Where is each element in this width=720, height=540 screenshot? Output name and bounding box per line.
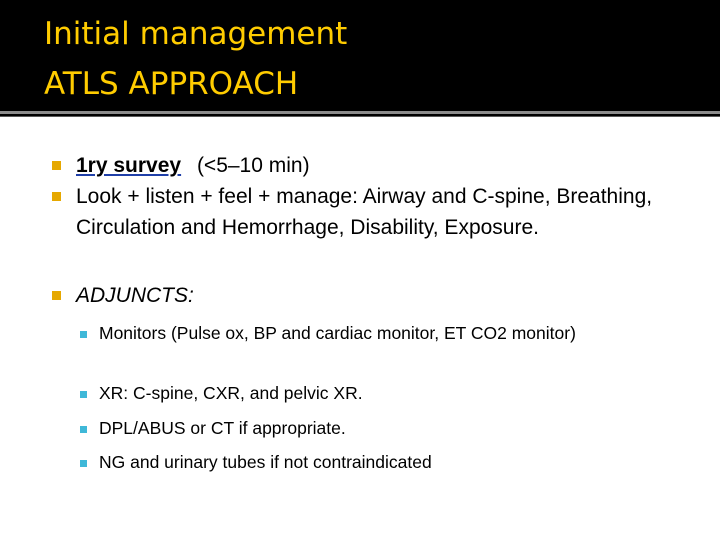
slide-title-line-1: Initial management (44, 16, 348, 52)
dpl-text: DPL/ABUS or CT if appropriate. (99, 418, 346, 438)
bullet-look-listen (76, 181, 656, 243)
bullet-square-icon (52, 291, 61, 300)
bullet-square-icon (52, 161, 61, 170)
xr-text: XR: C-spine, CXR, and pelvic XR. (99, 383, 363, 403)
sub-bullet-square-icon (80, 426, 87, 433)
adjuncts-label: ADJUNCTS: (76, 284, 194, 307)
sub-bullet-square-icon (80, 460, 87, 467)
monitors-text: Monitors (Pulse ox, BP and cardiac monitor, ET CO2 monitor) (99, 323, 576, 343)
sub-bullet-square-icon (80, 331, 87, 338)
slide-content (0, 117, 720, 540)
sub-bullet-ng (99, 449, 679, 476)
sub-bullet-dpl (99, 415, 679, 442)
ng-text: NG and urinary tubes if not contraindicated (99, 452, 432, 472)
title-divider (0, 111, 720, 114)
sub-bullet-xr (99, 380, 679, 407)
look-listen-text: Look + listen + feel + manage: Airway and C-spine, Breathing, Circulation and Hemorrhage, Disability, Exposure. (76, 185, 653, 239)
title-bar (0, 0, 720, 110)
slide-title-line-2: ATLS APPROACH (44, 66, 299, 102)
sub-bullet-monitors (99, 320, 664, 347)
bullet-square-icon (52, 192, 61, 201)
bullet-primary-survey (76, 150, 686, 181)
primary-survey-duration: (<5–10 min) (196, 154, 310, 177)
primary-survey-label: 1ry survey (76, 154, 182, 177)
sub-bullet-square-icon (80, 391, 87, 398)
bullet-adjuncts (76, 280, 686, 311)
